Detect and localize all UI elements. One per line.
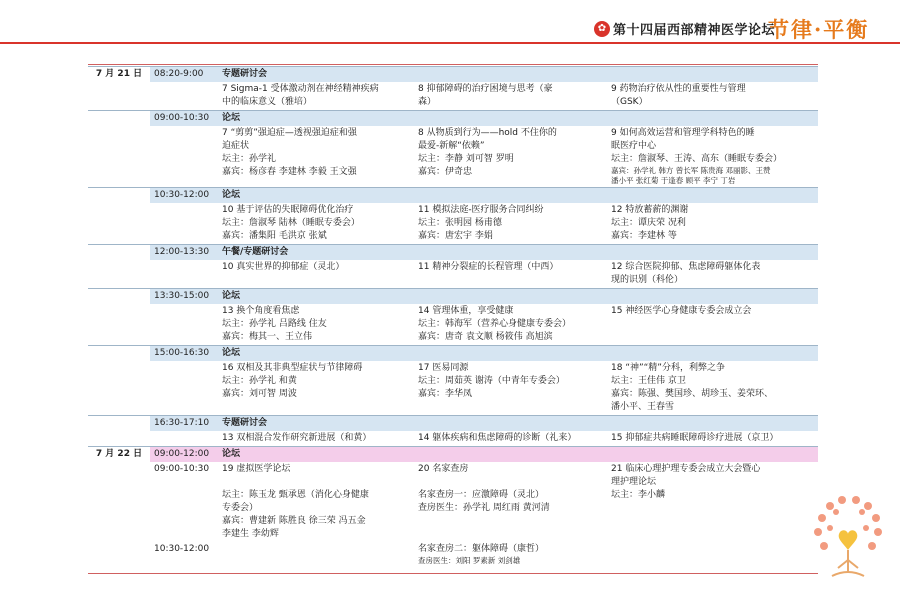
session-row	[88, 416, 818, 432]
session-row	[88, 346, 818, 362]
program-line: 现的识别（科伦）	[611, 275, 684, 285]
program-line: 嘉宾：唐奇 袁文顺 杨筱伟 高旭滨	[418, 332, 553, 342]
program-line	[611, 543, 814, 556]
time-cell	[150, 260, 218, 289]
time-cell: 12:00-13:30	[150, 245, 218, 261]
program-cell	[607, 542, 818, 567]
program-line: 19 虚拟医学论坛	[222, 464, 291, 474]
session-label: 论坛	[218, 447, 818, 463]
time-cell: 08:20-9:00	[150, 67, 218, 83]
program-line: 11 模拟法庭-医疗服务合同纠纷	[418, 205, 544, 215]
program-line: 15 神经医学心身健康专委会成立会	[611, 306, 752, 316]
session-label: 专题研讨会	[218, 416, 818, 432]
time-cell: 13:30-15:00	[150, 289, 218, 305]
program-line: 坛主：李小麟	[611, 490, 666, 500]
table-bottom-rule	[88, 573, 818, 574]
program-line: 名家查房一：应激障碍（灵北）	[418, 490, 545, 500]
date-cell: 7 月 21 日	[88, 67, 150, 83]
program-line: 最爱-新解“依赖”	[418, 141, 485, 151]
program-line	[222, 476, 410, 489]
program-line: 9 如何高效运营和管理学科特色的睡	[611, 128, 755, 138]
program-cell	[607, 126, 818, 188]
content-row	[88, 431, 818, 447]
program-line: 嘉宾：潘集阳 毛洪京 张斌	[222, 231, 327, 241]
session-row	[88, 289, 818, 305]
date-cell	[88, 416, 150, 432]
forum-title: 第十四届西部精神医学论坛	[613, 23, 776, 38]
time-cell: 09:00-12:00	[150, 447, 218, 463]
time-cell: 09:00-10:30	[150, 111, 218, 127]
content-row	[88, 82, 818, 111]
program-line: 8 从物质到行为——hold 不住你的	[418, 128, 557, 138]
header-divider	[0, 42, 900, 44]
program-line: 18 “神”“精”分科，利弊之争	[611, 363, 725, 373]
date-cell	[88, 304, 150, 346]
program-line: 嘉宾：杨彦春 李建林 李毅 王文强	[222, 167, 357, 177]
content-row	[88, 203, 818, 245]
program-line: 13 换个角度看焦虑	[222, 306, 300, 316]
session-row	[88, 188, 818, 204]
session-row	[88, 447, 818, 463]
program-line	[222, 543, 410, 556]
program-line: 8 抑郁障碍的治疗困境与思考（豪	[418, 84, 553, 94]
date-cell: 7 月 22 日	[88, 447, 150, 463]
program-cell	[414, 361, 607, 416]
program-line: 10 真实世界的抑郁症（灵北）	[222, 262, 345, 272]
time-cell: 10:30-12:00	[150, 188, 218, 204]
content-row	[88, 304, 818, 346]
date-cell	[88, 346, 150, 362]
session-row	[88, 245, 818, 261]
program-line: 11 精神分裂症的长程管理（中西）	[418, 262, 559, 272]
program-line-small: 查房医生：刘阳 罗素新 刘剑雄	[418, 556, 521, 565]
program-line: 7 Sigma-1 受体激动剂在神经精神疾病	[222, 84, 379, 94]
session-row	[88, 67, 818, 83]
date-cell	[88, 361, 150, 416]
date-cell	[88, 111, 150, 127]
program-line: 坛主：陈玉龙 甄承恩（消化心身健康	[222, 490, 369, 500]
session-label: 午餐/专题研讨会	[218, 245, 818, 261]
program-cell	[414, 203, 607, 245]
program-line: 嘉宾：刘可智 周波	[222, 389, 297, 399]
date-cell	[88, 203, 150, 245]
heart-tree-icon	[808, 488, 888, 584]
program-line: 坛主：韩海军（营养心身健康专委会）	[418, 319, 572, 329]
program-cell	[414, 304, 607, 346]
program-line: 坛主：谭庆荣 况利	[611, 218, 686, 228]
program-line: 15 抑郁症共病睡眠障碍诊疗进展（京卫）	[611, 433, 779, 443]
time-cell	[150, 82, 218, 111]
date-cell	[88, 126, 150, 188]
program-line: 嘉宾：唐宏宇 李娟	[418, 231, 493, 241]
program-cell	[414, 126, 607, 188]
program-cell	[607, 203, 818, 245]
program-cell	[218, 431, 414, 447]
date-cell	[88, 260, 150, 289]
table-top-rule	[88, 64, 818, 65]
content-row	[88, 126, 818, 188]
program-line: 12 综合医院抑郁、焦虑障碍躯体化表	[611, 262, 761, 272]
program-line: 眠医疗中心	[611, 141, 657, 151]
program-line: 名家查房二：躯体障碍（康哲）	[418, 544, 545, 554]
content-row	[88, 462, 818, 542]
program-line: 中的临床意义（雅培）	[222, 97, 313, 107]
program-line: 坛主：詹淑琴、王涛、高东（睡眠专委会）	[611, 154, 783, 164]
program-line: （GSK）	[611, 97, 648, 107]
program-line-small: 潘小平 张红菊 于逢春 顾平 李宁 丁岩	[611, 176, 736, 185]
program-line: 嘉宾：李建林 等	[611, 231, 677, 241]
program-cell	[218, 203, 414, 245]
program-line: 李建生 李幼辉	[222, 529, 279, 539]
time-cell	[150, 304, 218, 346]
program-cell	[218, 542, 414, 567]
session-label: 论坛	[218, 289, 818, 305]
time-cell	[150, 431, 218, 447]
program-cell	[607, 304, 818, 346]
date-cell	[88, 462, 150, 542]
content-row	[88, 361, 818, 416]
program-line: 21 临床心理护理专委会成立大会暨心	[611, 464, 761, 474]
program-cell	[607, 462, 818, 542]
time-cell	[150, 361, 218, 416]
program-cell	[414, 431, 607, 447]
program-line: 13 双相混合发作研究新进展（和黄）	[222, 433, 372, 443]
program-cell	[414, 82, 607, 111]
program-cell	[414, 462, 607, 542]
program-line-small: 嘉宾：孙学礼 韩方 曾长军 陈贵海 邓丽影、王赞	[611, 166, 771, 175]
brand-slogan: 节律·平衡	[768, 17, 870, 42]
program-line: 迫症状	[222, 141, 250, 151]
program-cell	[218, 82, 414, 111]
program-line: 坛主：周茹英 谢涛（中青年专委会）	[418, 376, 565, 386]
program-line: 潘小平、王春雪	[611, 402, 675, 412]
program-line: 嘉宾：陈强、樊国珍、胡珍玉、姜荣环、	[611, 389, 774, 399]
time-cell: 16:30-17:10	[150, 416, 218, 432]
content-row	[88, 542, 818, 567]
program-line: 理护理论坛	[611, 477, 657, 487]
program-line: 嘉宾：曹建新 陈胜良 徐三荣 冯五金	[222, 516, 366, 526]
program-line: 10 基于评估的失眠障碍优化治疗	[222, 205, 354, 215]
program-cell	[414, 542, 607, 567]
program-line: 坛主：孙学礼 吕路线 住友	[222, 319, 327, 329]
program-line: 坛主：孙学礼 和黄	[222, 376, 297, 386]
program-line: 专委会）	[222, 503, 259, 513]
program-cell	[218, 126, 414, 188]
program-cell	[607, 82, 818, 111]
time-cell	[150, 126, 218, 188]
time-cell: 15:00-16:30	[150, 346, 218, 362]
program-line: 坛主：张明园 杨甫德	[418, 218, 502, 228]
session-label: 论坛	[218, 188, 818, 204]
program-cell	[218, 260, 414, 289]
program-line: 12 特放蓄薪的渊谢	[611, 205, 689, 215]
session-row	[88, 111, 818, 127]
program-line: 20 名家查房	[418, 464, 469, 474]
schedule-table	[88, 66, 818, 567]
program-line: 森）	[418, 97, 437, 107]
content-row	[88, 260, 818, 289]
program-line: 嘉宾：伊奇忠	[418, 167, 473, 177]
session-label: 论坛	[218, 111, 818, 127]
date-cell	[88, 431, 150, 447]
date-cell	[88, 289, 150, 305]
program-line	[418, 476, 603, 489]
program-line: 坛主：李静 刘可智 罗明	[418, 154, 514, 164]
program-cell	[607, 260, 818, 289]
program-cell	[607, 431, 818, 447]
date-cell	[88, 245, 150, 261]
program-cell	[607, 361, 818, 416]
program-line: 查房医生：孙学礼 周红雨 黄河清	[418, 503, 550, 513]
session-label: 论坛	[218, 346, 818, 362]
time-cell: 10:30-12:00	[154, 544, 210, 554]
session-label: 专题研讨会	[218, 67, 818, 83]
program-line: 嘉宾：梅其一、王立伟	[222, 332, 313, 342]
time-cell: 09:00-10:30	[154, 464, 210, 474]
program-cell	[414, 260, 607, 289]
forum-logo-icon: ✿	[594, 21, 610, 37]
program-line: 17 医易同源	[418, 363, 469, 373]
program-line: 14 管理体重，享受健康	[418, 306, 514, 316]
program-line: 坛主：詹淑琴 陆林（睡眠专委会）	[222, 218, 360, 228]
date-cell	[88, 542, 150, 567]
program-line: 坛主：孙学礼	[222, 154, 277, 164]
program-line: 嘉宾：李华凤	[418, 389, 473, 399]
program-line: 坛主：王佳伟 京卫	[611, 376, 686, 386]
program-line: 14 躯体疾病和焦虑障碍的诊断（礼来）	[418, 433, 577, 443]
program-line: 9 药物治疗依从性的重要性与管理	[611, 84, 746, 94]
program-line: 7 “剪剪”强迫症—透视强迫症和强	[222, 128, 357, 138]
program-cell	[218, 304, 414, 346]
date-cell	[88, 82, 150, 111]
program-cell	[218, 361, 414, 416]
date-cell	[88, 188, 150, 204]
program-line: 16 双相及其非典型症状与节律障碍	[222, 363, 363, 373]
time-cell	[150, 203, 218, 245]
program-cell	[218, 462, 414, 542]
